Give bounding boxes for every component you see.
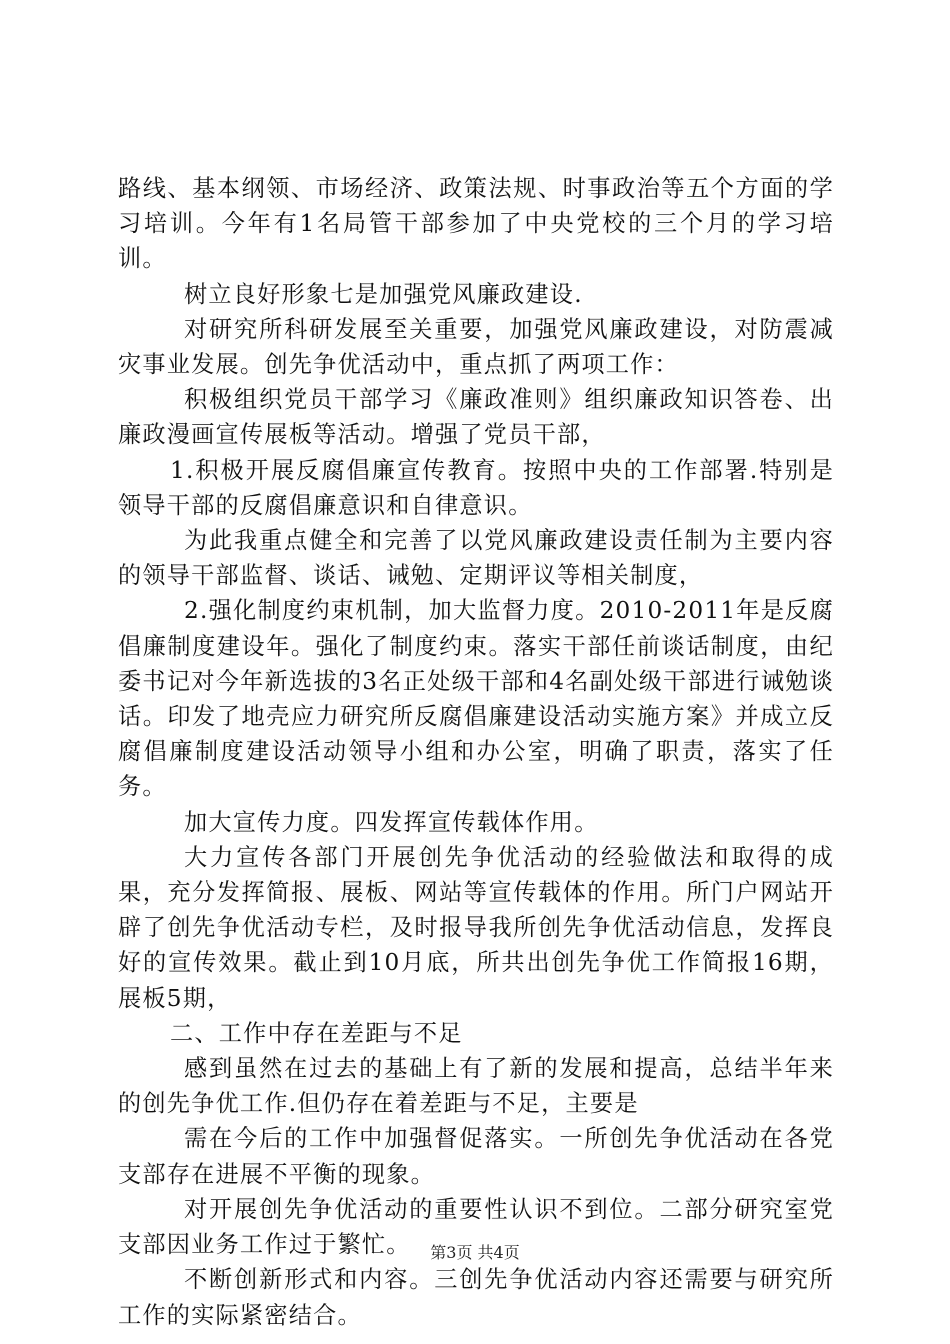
section-heading: 二、工作中存在差距与不足 [170, 1019, 463, 1047]
paragraph-12: 需在今后的工作中加强督促落实。一所创先争优活动在各党支部存在进展不平衡的现象。 [118, 1125, 834, 1188]
document-body [118, 171, 834, 1333]
paragraph-6: 为此我重点健全和完善了以党风廉政建设责任制为主要内容的领导干部监督、谈话、诫勉、定期评议等相关制度， [118, 527, 834, 590]
paragraph-13: 对开展创先争优活动的重要性认识不到位。二部分研究室党支部因业务工作过于繁忙。 [118, 1195, 834, 1259]
paragraph-9: 大力宣传各部门开展创先争优活动的经验做法和取得的成果，充分发挥简报、展板、网站等宣传载体的作用。所门户网站开辟了创先争优活动专栏，及时报导我所创先争优活动信息，发挥良好的宣传效果。截止到10月底，所共出创先争优工作简报16期，展板5期， [118, 843, 834, 1012]
paragraph-3: 对研究所科研发展至关重要，加强党风廉政建设，对防震减灾事业发展。创先争优活动中，重点抓了两项工作： [118, 315, 834, 379]
paragraph-1: 路线、基本纲领、市场经济、政策法规、时事政治等五个方面的学习培训。今年有1名局管干部参加了中央党校的三个月的学习培训。 [118, 175, 834, 273]
paragraph-8: 加大宣传力度。四发挥宣传载体作用。 [184, 808, 599, 836]
paragraph-11: 感到虽然在过去的基础上有了新的发展和提高，总结半年来的创先争优工作.但仍存在着差距与不足，主要是 [118, 1055, 834, 1118]
paragraph-4: 积极组织党员干部学习《廉政准则》组织廉政知识答卷、出廉政漫画宣传展板等活动。增强了党员干部， [118, 386, 834, 449]
paragraph-14: 不断创新形式和内容。三创先争优活动内容还需要与研究所工作的实际紧密结合。 [118, 1266, 834, 1329]
paragraph-2: 树立良好形象七是加强党风廉政建设. [184, 280, 583, 308]
paragraph-5: 1.积极开展反腐倡廉宣传教育。按照中央的工作部署.特别是领导干部的反腐倡廉意识和自律意识。 [118, 456, 834, 519]
page-number-footer: 第3页 共4页 [430, 1243, 520, 1262]
paragraph-7: 2.强化制度约束机制，加大监督力度。2010-2011年是反腐倡廉制度建设年。强化了制度约束。落实干部任前谈话制度，由纪委书记对今年新选拔的3名正处级干部和4名副处级干部进行诫勉谈话。印发了地壳应力研究所反腐倡廉建设活动实施方案》并成立反腐倡廉制度建设活动领导小组和办公室，明确了职责，落实了任务。 [118, 597, 834, 801]
